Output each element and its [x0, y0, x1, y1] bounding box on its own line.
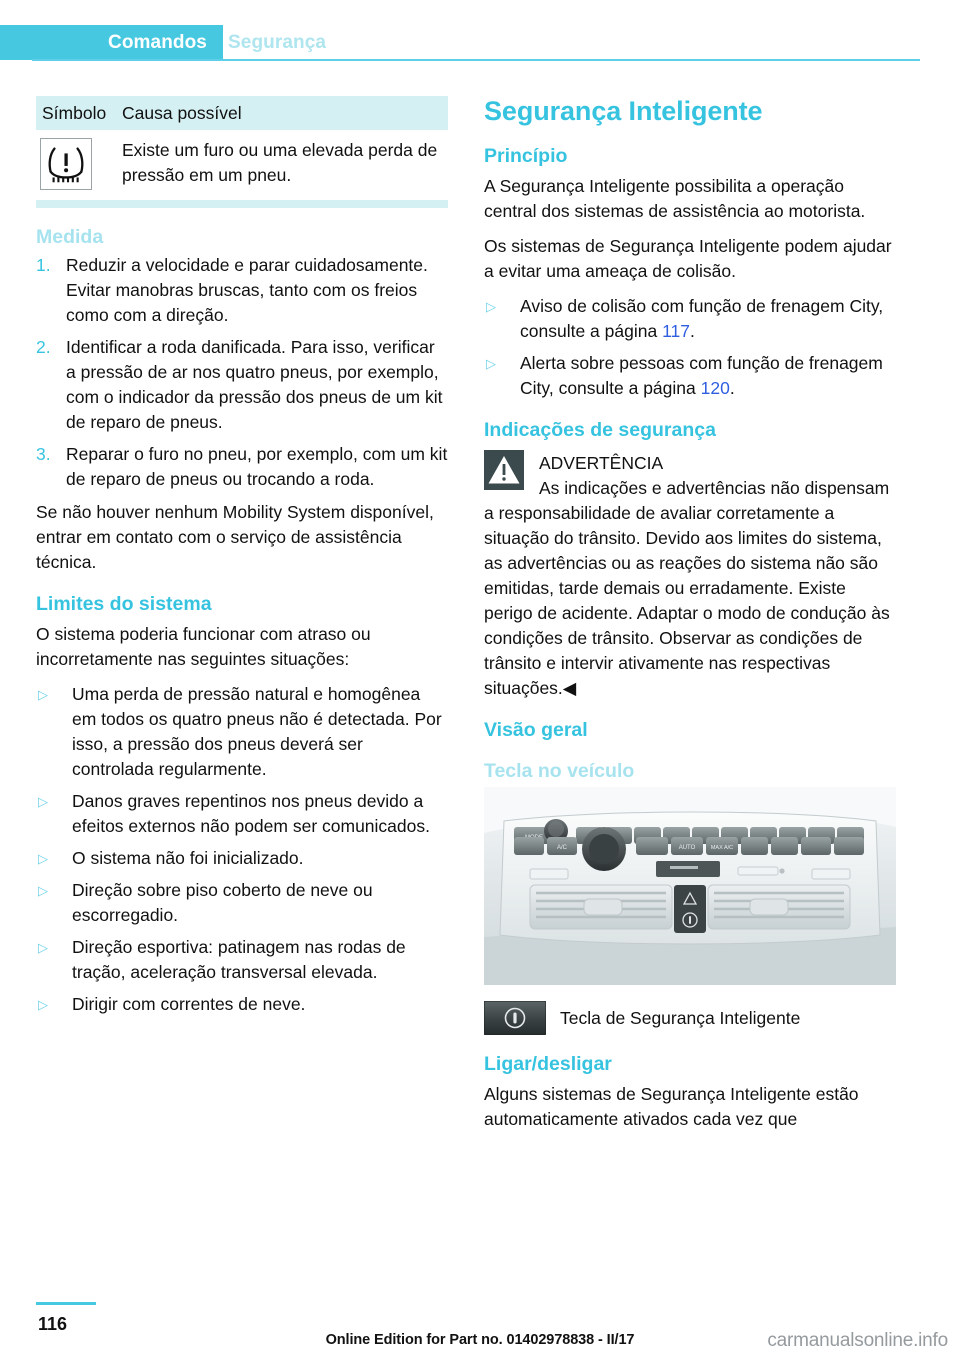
center-console-photo [484, 787, 896, 985]
table-header-row [36, 96, 448, 130]
triangle-bullet-icon: ▷ [38, 687, 48, 702]
heading-indicacoes-de-seguranca: Indicações de segurança [484, 419, 716, 441]
tab-seguranca[interactable]: Segurança [228, 32, 327, 53]
triangle-bullet-icon: ▷ [38, 794, 48, 809]
onoff-paragraph: Alguns sistemas de Segurança Inteligente estão automaticamente ativados cada vez que [484, 1084, 859, 1129]
principle-paragraph-1: A Segurança Inteligente possibilita a operação central dos sistemas de assistência ao motorista. [484, 176, 866, 221]
heading-tecla-no-veiculo: Tecla no veículo [484, 760, 635, 782]
list-item-text: Uma perda de pressão natural e homogênea em todos os quatro pneus não é detectada. Por isso, a pressão dos pneus deverá ser controlada regularmente. [72, 684, 442, 779]
triangle-bullet-icon: ▷ [38, 851, 48, 866]
list-item [36, 992, 448, 1017]
watermark: carmanualsonline.info [767, 1330, 948, 1351]
triangle-bullet-icon: ▷ [38, 997, 48, 1012]
list-item [36, 335, 448, 435]
page-number: 116 [38, 1314, 68, 1334]
warning-block [484, 448, 896, 701]
step-number: 3. [36, 444, 51, 464]
list-item-text: Danos graves repentinos nos pneus devido a efeitos externos não podem ser comunicados. [72, 791, 430, 836]
edition-notice: Online Edition for Part no. 01402978838 - II/17 [325, 1332, 635, 1348]
legend-row [484, 1001, 896, 1035]
svg-text:MAX A/C: MAX A/C [710, 845, 734, 851]
symbol-cell [36, 138, 122, 190]
list-item [36, 878, 448, 928]
page-title: Segurança Inteligente [484, 96, 763, 126]
triangle-bullet-icon: ▷ [486, 356, 496, 371]
left-column [36, 96, 448, 1025]
principle-list [484, 294, 896, 401]
tab-comandos[interactable]: Comandos [0, 25, 223, 60]
list-item [484, 294, 896, 344]
list-item-text: Direção sobre piso coberto de neve ou escorregadio. [72, 880, 373, 925]
step-text: Reparar o furo no pneu, por exemplo, com um kit de reparo de pneus ou trocando a roda. [66, 444, 448, 489]
limits-intro-paragraph: O sistema poderia funcionar com atraso ou incorretamente nas seguintes situações: [36, 624, 371, 669]
step-text: Reduzir a velocidade e parar cuidadosamente. Evitar manobras bruscas, tanto com os freios como com a direção. [66, 255, 428, 325]
svg-text:AUTO: AUTO [678, 845, 696, 851]
triangle-bullet-icon: ▷ [38, 883, 48, 898]
limits-list [36, 682, 448, 1017]
step-text: Identificar a roda danificada. Para isso, verificar a pressão de ar nos quatro pneus, por exemplo, com o indicador da pressão dos pneus de um kit de reparo de pneus. [66, 337, 443, 432]
table-row [36, 130, 448, 200]
list-item-text-after: . [689, 321, 695, 341]
step-number: 1. [36, 255, 51, 275]
list-item [484, 351, 896, 401]
list-item-text [520, 294, 896, 344]
header-divider [32, 59, 920, 61]
principle-paragraph-2: Os sistemas de Segurança Inteligente podem ajudar a evitar uma ameaça de colisão. [484, 236, 892, 281]
page-header [0, 0, 960, 62]
triangle-bullet-icon: ▷ [486, 299, 496, 314]
list-item [36, 682, 448, 782]
list-item-text: Direção esportiva: patinagem nas rodas de tração, aceleração transversal elevada. [72, 937, 406, 982]
svg-text:A/C: A/C [556, 845, 568, 851]
list-item [36, 846, 448, 871]
measure-steps-list [36, 253, 448, 492]
list-item-text: Dirigir com correntes de neve. [72, 994, 306, 1014]
table-bottom-band [36, 200, 448, 208]
heading-limites-do-sistema: Limites do sistema [36, 593, 212, 615]
column-header-symbol: Símbolo [42, 102, 107, 123]
page-reference-link[interactable]: 117 [662, 321, 690, 341]
cause-cell: Existe um furo ou uma elevada perda de pressão em um pneu. [122, 140, 438, 185]
list-item-text-before: Alerta sobre pessoas com função de frenagem City, consulte a página [520, 353, 883, 398]
right-column [484, 96, 896, 1142]
page-reference-link[interactable]: 120 [700, 378, 730, 398]
intelligent-safety-button-icon [484, 1001, 546, 1035]
heading-visao-geral: Visão geral [484, 719, 588, 741]
heading-medida: Medida [36, 226, 104, 248]
heading-ligar-desligar: Ligar/desligar [484, 1053, 612, 1075]
mobility-paragraph: Se não houver nenhum Mobility System disponível, entrar em contato com o serviço de assistência técnica. [36, 502, 434, 572]
legend-label: Tecla de Segurança Inteligente [560, 1007, 801, 1028]
warning-triangle-icon [484, 450, 524, 490]
column-header-cause: Causa possível [122, 102, 242, 123]
warning-body: As indicações e advertências não dispensam a responsabilidade de avaliar corretamente a situação do trânsito. Devido aos limites do sistema, as advertências ou as reações do sistema não são emitidas, tarde demais ou erradamente. Existe perigo de acidente. Adaptar o modo de condução às condições de trânsito. Observar as condições de trânsito e intervir ativamente nas respectivas situações.◀ [484, 478, 890, 698]
list-item [36, 789, 448, 839]
list-item [36, 253, 448, 328]
list-item [36, 442, 448, 492]
triangle-bullet-icon: ▷ [38, 940, 48, 955]
list-item-text-after: . [729, 378, 735, 398]
list-item-text-before: Aviso de colisão com função de frenagem City, consulte a página [520, 296, 884, 341]
heading-principio: Princípio [484, 145, 568, 167]
list-item-text [520, 351, 896, 401]
list-item-text: O sistema não foi inicializado. [72, 848, 304, 868]
tire-pressure-warning-icon [40, 138, 92, 190]
list-item [36, 935, 448, 985]
warning-title: ADVERTÊNCIA [539, 453, 664, 473]
footer-divider [36, 1302, 96, 1305]
symbol-cause-table [36, 96, 448, 208]
step-number: 2. [36, 337, 51, 357]
